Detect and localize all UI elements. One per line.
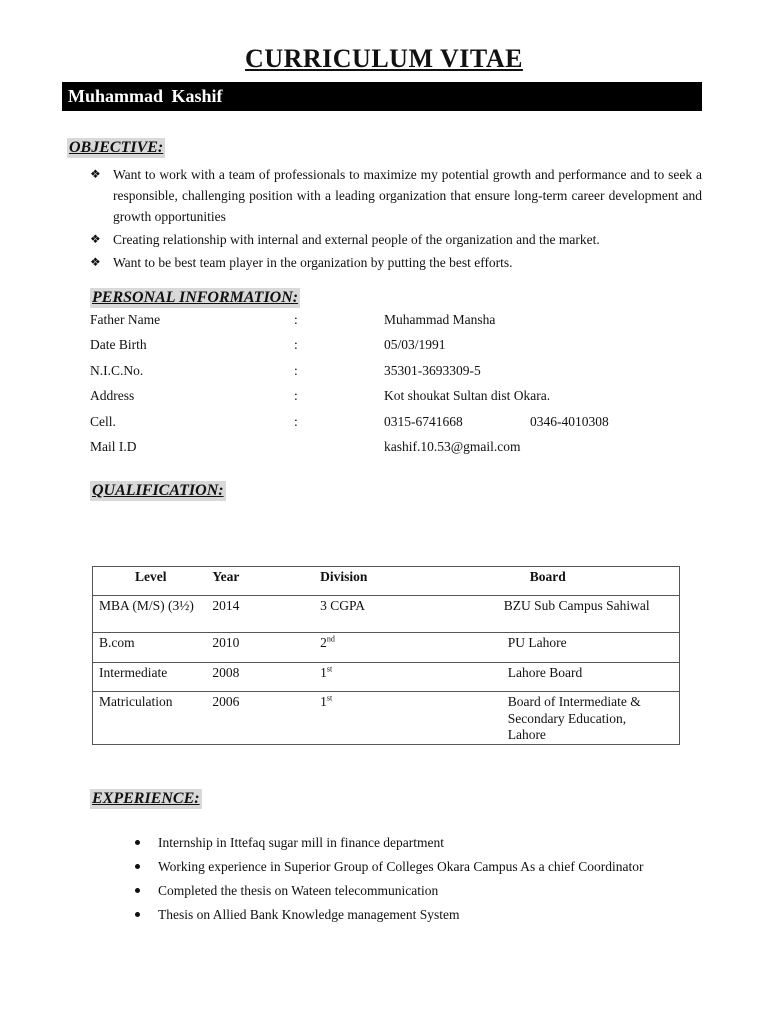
field-label: Cell. xyxy=(90,413,116,429)
personal-info-row xyxy=(90,363,710,388)
division-number: 1 xyxy=(320,694,327,709)
objective-heading: OBJECTIVE: xyxy=(69,139,164,156)
cell-year: 2006 xyxy=(212,692,316,745)
experience-item xyxy=(135,880,655,901)
field-separator: : xyxy=(294,388,298,404)
table-header-row xyxy=(93,567,680,596)
experience-heading: EXPERIENCE: xyxy=(92,790,200,807)
cell-division xyxy=(316,692,496,745)
objective-text: Want to work with a team of professionals to maximize my potential growth and performance and to seek a responsible, challenging position with a leading organization that ensure long-term career development and growth opportunities xyxy=(113,167,702,224)
column-header-board: Board xyxy=(496,567,680,596)
cell-year: 2008 xyxy=(212,663,316,692)
personal-info-row xyxy=(90,439,710,464)
field-separator: : xyxy=(294,413,298,429)
cell-board: PU Lahore xyxy=(496,633,680,663)
cell-board: Lahore Board xyxy=(496,663,680,692)
objective-item xyxy=(90,229,702,250)
objective-list xyxy=(90,164,702,275)
field-value: Muhammad Mansha xyxy=(384,312,496,327)
cell-year: 2014 xyxy=(212,596,316,633)
field-value: Kot shoukat Sultan dist Okara. xyxy=(384,388,551,404)
field-label: Date Birth xyxy=(90,337,147,353)
personal-info-block xyxy=(90,312,710,464)
qualification-table xyxy=(92,566,680,745)
table-row xyxy=(93,596,680,633)
field-value-secondary: 0346-4010308 xyxy=(530,413,609,429)
field-label: N.I.C.No. xyxy=(90,362,144,378)
division-number: 1 xyxy=(320,665,327,680)
personal-info-row xyxy=(90,414,710,439)
personal-info-row xyxy=(90,312,710,337)
bullet-icon xyxy=(135,888,140,893)
personal-info-heading: PERSONAL INFORMATION: xyxy=(92,289,299,306)
field-label: Address xyxy=(90,388,135,404)
personal-info-row xyxy=(90,337,710,362)
qualification-heading: QUALIFICATION: xyxy=(92,482,224,499)
experience-text: Completed the thesis on Wateen telecommunication xyxy=(158,883,439,898)
experience-text: Thesis on Allied Bank Knowledge management System xyxy=(158,907,460,922)
division-ordinal: st xyxy=(326,693,333,703)
field-label: Mail I.D xyxy=(90,438,137,454)
objective-text: Creating relationship with internal and external people of the organization and the market. xyxy=(113,232,600,247)
field-value: 05/03/1991 xyxy=(384,337,446,353)
cell-board: BZU Sub Campus Sahiwal xyxy=(496,596,680,633)
table-row xyxy=(93,663,680,692)
objective-item xyxy=(90,164,702,227)
diamond-bullet-icon: ❖ xyxy=(90,255,101,269)
email-value: kashif.10.53@gmail.com xyxy=(384,438,521,454)
column-header-division: Division xyxy=(316,567,496,596)
bullet-icon xyxy=(135,864,140,869)
cell-division xyxy=(316,633,496,663)
division-ordinal: st xyxy=(326,664,333,674)
experience-item xyxy=(135,856,655,877)
cell-level: Intermediate xyxy=(93,663,213,692)
bullet-icon xyxy=(135,912,140,917)
cell-year: 2010 xyxy=(212,633,316,663)
field-value: 35301-3693309-5 xyxy=(384,362,481,378)
field-value: 0315-6741668 xyxy=(384,413,463,429)
name-banner: Muhammad Kashif xyxy=(62,82,702,111)
table-row xyxy=(93,692,680,745)
experience-text: Working experience in Superior Group of Colleges Okara Campus As a chief Coordinator xyxy=(158,859,644,874)
personal-info-row xyxy=(90,388,710,413)
document-title: CURRICULUM VITAE xyxy=(245,44,523,73)
objective-text: Want to be best team player in the organization by putting the best efforts. xyxy=(113,255,513,270)
cell-level: MBA (M/S) (3½) xyxy=(93,596,213,633)
table-row xyxy=(93,633,680,663)
field-separator: : xyxy=(294,312,298,327)
column-header-level: Level xyxy=(93,567,213,596)
field-separator: : xyxy=(294,362,298,378)
experience-item xyxy=(135,832,655,853)
field-separator: : xyxy=(294,337,298,353)
experience-item xyxy=(135,904,655,925)
diamond-bullet-icon: ❖ xyxy=(90,232,101,246)
division-number: 2 xyxy=(320,635,327,650)
column-header-year: Year xyxy=(212,567,316,596)
experience-text: Internship in Ittefaq sugar mill in finance department xyxy=(158,835,445,850)
experience-list xyxy=(135,832,655,928)
diamond-bullet-icon: ❖ xyxy=(90,167,101,181)
cell-division xyxy=(316,663,496,692)
cell-board: Board of Intermediate & Secondary Education, Lahore xyxy=(496,692,680,745)
cell-level: B.com xyxy=(93,633,213,663)
field-label: Father Name xyxy=(90,312,161,327)
division-ordinal: nd xyxy=(326,634,335,644)
cell-division: 3 CGPA xyxy=(316,596,496,633)
cell-level: Matriculation xyxy=(93,692,213,745)
objective-item xyxy=(90,252,702,273)
bullet-icon xyxy=(135,840,140,845)
